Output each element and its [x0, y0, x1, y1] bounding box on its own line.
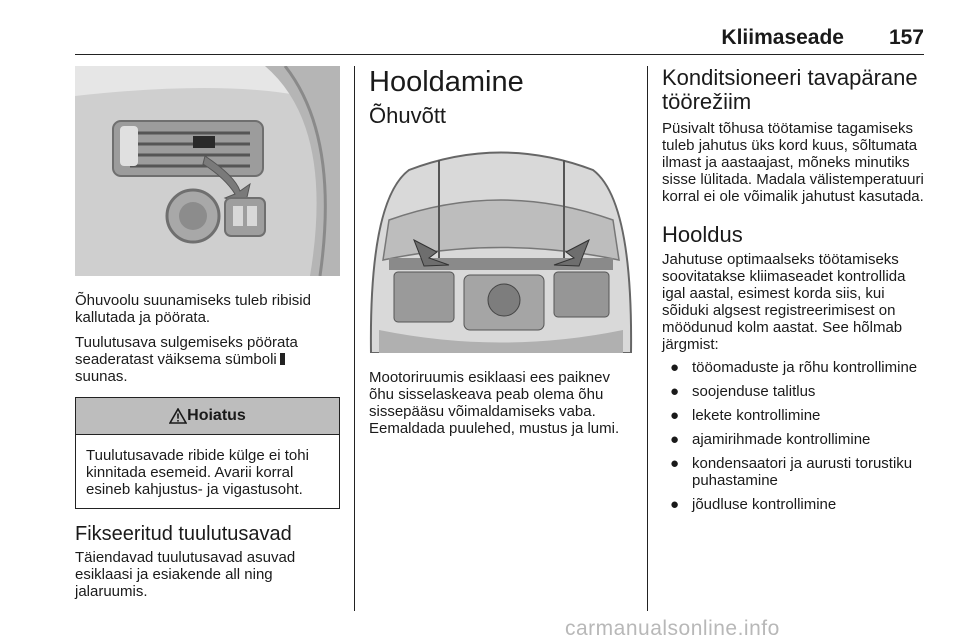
bullet-icon: ● — [670, 359, 680, 376]
small-symbol-icon — [280, 353, 285, 365]
list-item-text: soojenduse talitlus — [692, 383, 816, 400]
paragraph-air-intake: Mootoriruumis esiklaasi ees paiknev õhu sisselaskeava peab olema õhu sissepääsu võimaldamiseks vaba. Eemaldada puulehed, mustus ja lumi. — [369, 369, 620, 437]
paragraph-close-vent — [75, 334, 340, 385]
page-header — [75, 26, 924, 50]
heading-maintenance: Hooldamine — [369, 66, 524, 98]
bullet-icon: ● — [670, 431, 680, 448]
paragraph-fixed-vents: Täiendavad tuulutusavad asuvad esiklaasi ja esiakende all ning jalaruumis. — [75, 549, 296, 600]
list-item-text: ajamirihmade kontrollimine — [692, 431, 871, 448]
warning-text: Tuulutusavade ribide külge ei tohi kinnitada esemeid. Avarii korral esineb kahjustus- ja vigastusoht. — [86, 447, 309, 498]
list-item — [662, 407, 927, 424]
list-item — [662, 431, 927, 448]
column-3 — [662, 66, 927, 520]
paragraph-louvers: Õhuvoolu suunamiseks tuleb ribisid kallutada ja pöörata. — [75, 292, 311, 326]
paragraph-normal-operation: Püsivalt tõhusa töötamise tagamiseks tuleb jahutus üks kord kuus, sõltumata ilmast ja aastaajast, mõneks minutiks sisse lülitada. Madala välistemperatuuri korral ei ole võimalik jahutust kasutada. — [662, 120, 924, 205]
chapter-title: Kliimaseade — [721, 26, 844, 49]
section-heading-fixed-vents: Fikseeritud tuulutusavad — [75, 523, 292, 545]
paragraph-close-vent-prefix: Tuulutusava sulgemiseks pöörata seaderatast väiksema sümboli — [75, 334, 298, 368]
engine-bay-photo — [369, 140, 633, 353]
list-item-text: lekete kontrollimine — [692, 407, 821, 424]
bullet-icon: ● — [670, 407, 680, 424]
page-number: 157 — [888, 26, 924, 49]
list-item-text: kondensaatori ja aurusti torustiku puhastamine — [692, 455, 913, 489]
list-item — [662, 359, 927, 376]
warning-title: Hoiatus — [187, 407, 246, 424]
list-item — [662, 455, 927, 489]
watermark: carmanualsonline.info — [565, 617, 780, 640]
subheading-air-intake: Õhuvõtt — [369, 103, 447, 128]
paragraph-service: Jahutuse optimaalseks töötamiseks soovitatakse kliimaseadet kontrollida igal aastal, esimest korda siis, kui sõiduki algsest registreerimisest on möödunud kolm aastat. See hõlmab järgmist: — [662, 251, 906, 353]
bullet-icon: ● — [670, 496, 680, 513]
heading-normal-operation: Konditsioneeri tavapärane töörežiim — [662, 65, 918, 114]
service-checklist — [662, 359, 927, 513]
paragraph-close-vent-suffix: suunas. — [75, 368, 128, 385]
bullet-icon: ● — [670, 455, 680, 472]
header-divider — [75, 54, 924, 55]
column-divider-2 — [647, 66, 648, 611]
list-item — [662, 383, 927, 400]
warning-box — [75, 397, 340, 509]
warning-triangle-icon — [169, 408, 187, 424]
air-vent-photo — [75, 66, 340, 276]
column-2 — [369, 66, 633, 437]
list-item — [662, 496, 927, 513]
list-item-text: tööomaduste ja rõhu kontrollimine — [692, 359, 918, 376]
list-item-text: jõudluse kontrollimine — [692, 496, 837, 513]
subheading-service: Hooldus — [662, 222, 743, 247]
column-divider-1 — [354, 66, 355, 611]
column-1 — [75, 66, 340, 600]
bullet-icon: ● — [670, 383, 680, 400]
warning-header — [76, 398, 339, 435]
